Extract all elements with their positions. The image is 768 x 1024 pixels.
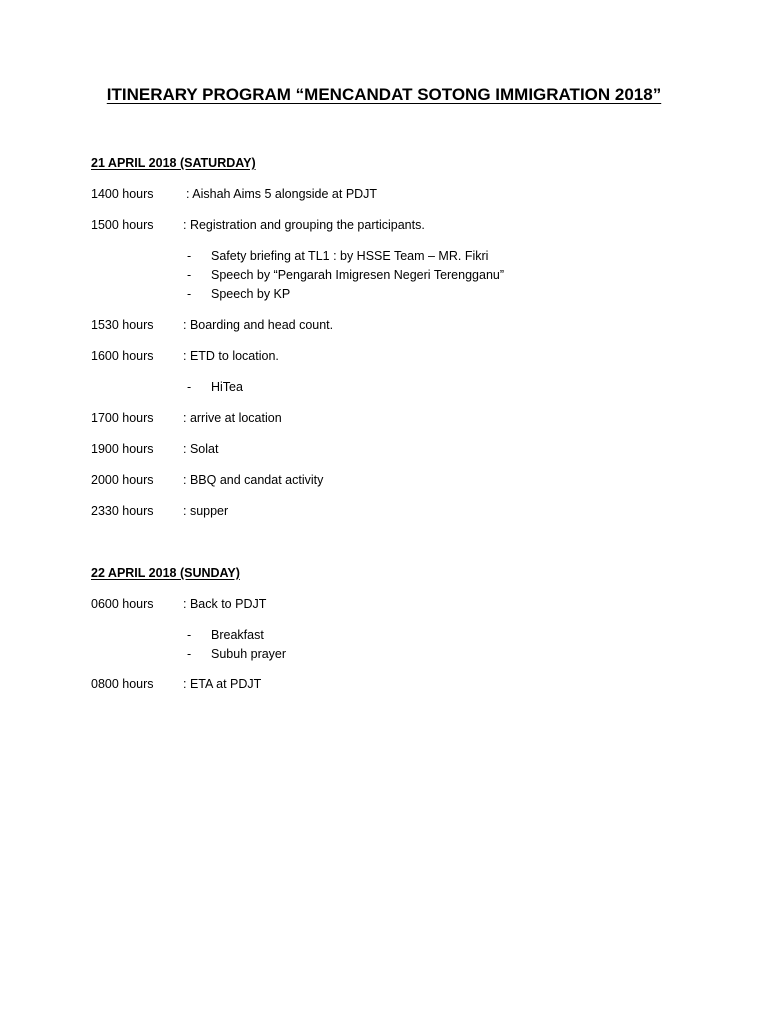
day-heading-sunday: 22 APRIL 2018 (SUNDAY) [91,566,240,580]
sub-item-text: Safety briefing at TL1 : by HSSE Team – MR. Fikri [211,249,489,263]
entry-description: : arrive at location [183,411,282,425]
entry-time: 1500 hours [91,218,154,232]
sub-item-text: Speech by KP [211,287,291,301]
entry-time: 1700 hours [91,411,154,425]
bullet-dash: - [187,647,192,661]
entry-description: : ETD to location. [183,349,279,363]
entry-time: 2000 hours [91,473,154,487]
bullet-dash: - [187,268,192,282]
bullet-dash: - [187,628,192,642]
bullet-dash: - [187,380,192,394]
sub-item-text: Subuh prayer [211,647,287,661]
sub-item-text: Speech by “Pengarah Imigresen Negeri Terengganu” [211,268,505,282]
entry-description: : Back to PDJT [183,597,267,611]
entry-time: 1530 hours [91,318,154,332]
entry-description: : Solat [183,442,219,456]
sub-item-text: Breakfast [211,628,264,642]
document-title: ITINERARY PROGRAM “MENCANDAT SOTONG IMMIGRATION 2018” [106,85,662,104]
day-heading-saturday: 21 APRIL 2018 (SATURDAY) [91,156,256,170]
entry-description: : ETA at PDJT [183,677,262,691]
entry-description: : supper [183,504,229,518]
entry-time: 0800 hours [91,677,154,691]
entry-time: 1600 hours [91,349,154,363]
bullet-dash: - [187,249,192,263]
entry-description: : Aishah Aims 5 alongside at PDJT [186,187,378,201]
entry-time: 1400 hours [91,187,154,201]
bullet-dash: - [187,287,192,301]
entry-time: 1900 hours [91,442,154,456]
entry-time: 2330 hours [91,504,154,518]
entry-description: : Registration and grouping the participants. [183,218,425,232]
sub-item-text: HiTea [211,380,243,394]
entry-time: 0600 hours [91,597,154,611]
entry-description: : Boarding and head count. [183,318,334,332]
entry-description: : BBQ and candat activity [183,473,324,487]
